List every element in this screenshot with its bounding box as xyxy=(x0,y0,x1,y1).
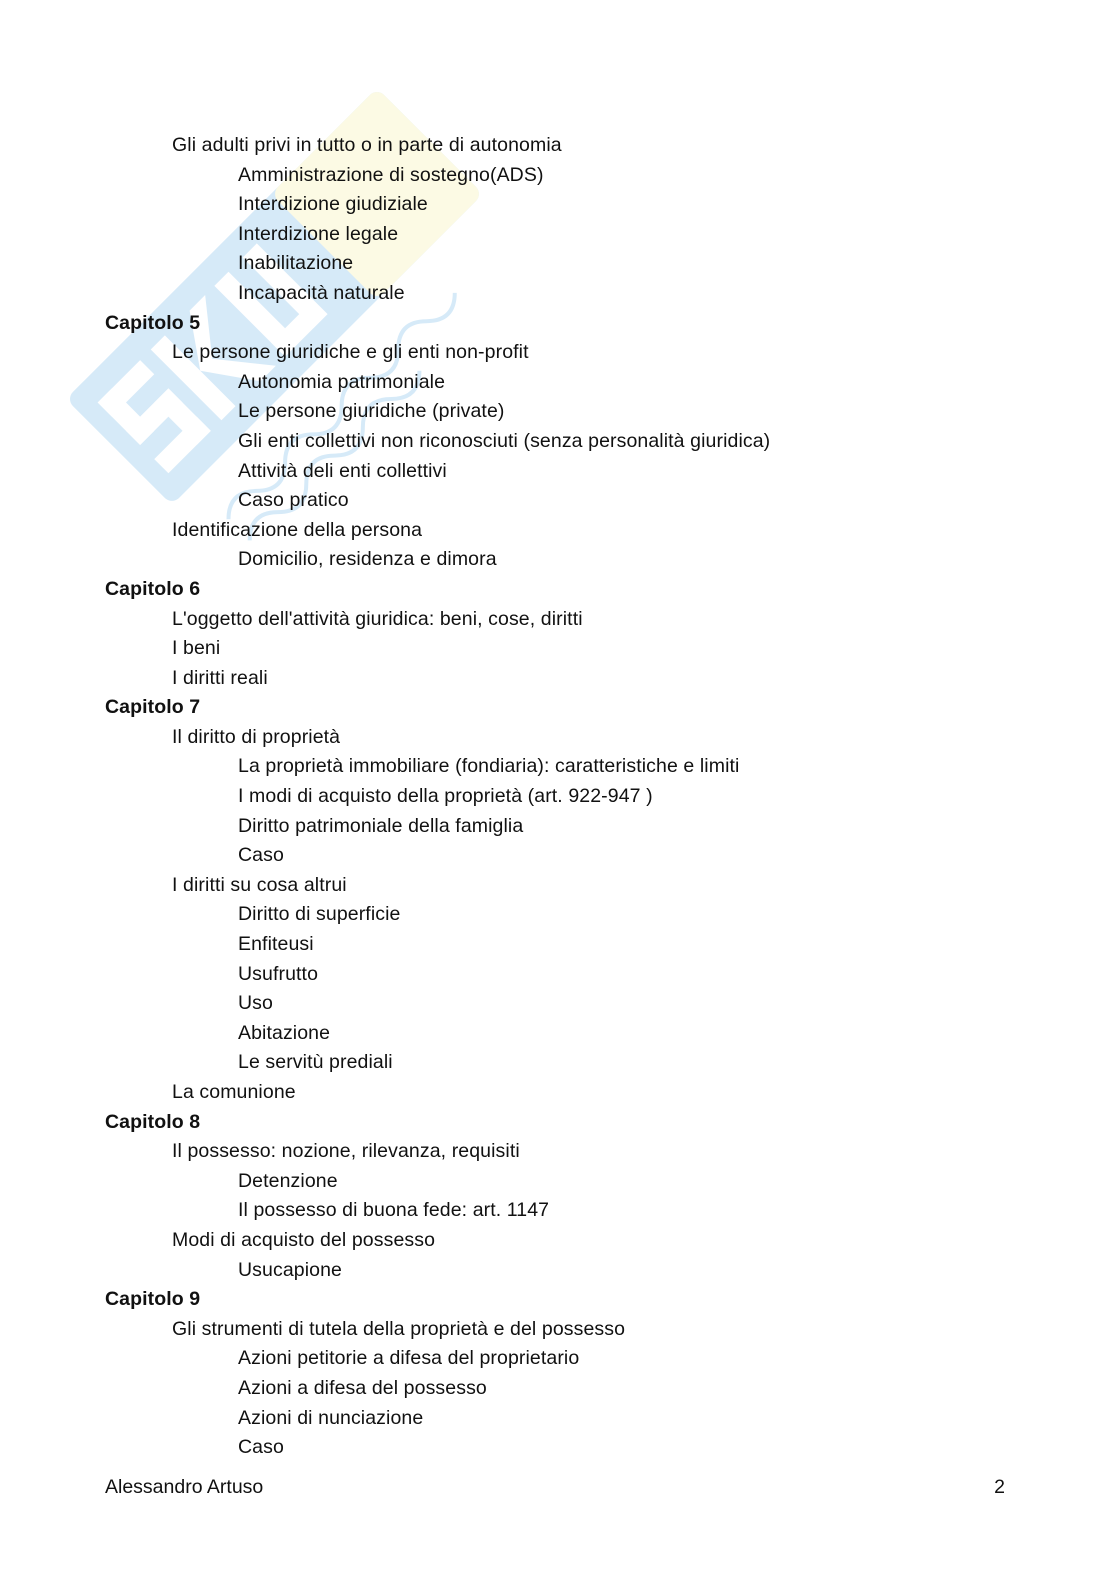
toc-section: Gli strumenti di tutela della proprietà e del possesso xyxy=(172,1317,626,1340)
toc-subsection: Diritto di superficie xyxy=(238,903,401,926)
toc-subsection: Autonomia patrimoniale xyxy=(238,370,446,393)
toc-subsection: Il possesso di buona fede: art. 1147 xyxy=(238,1199,550,1222)
toc-section: Identificazione della persona xyxy=(172,518,423,541)
chapter-heading: Capitolo 6 xyxy=(105,577,201,600)
page-number: 2 xyxy=(994,1476,1005,1498)
toc-section: I beni xyxy=(172,637,221,660)
toc-section: I diritti reali xyxy=(172,666,268,689)
toc-subsection: Amministrazione di sostegno(ADS) xyxy=(238,163,544,186)
toc-section: Il possesso: nozione, rilevanza, requisiti xyxy=(172,1140,520,1163)
toc-subsection: Domicilio, residenza e dimora xyxy=(238,548,497,571)
toc-subsection: Usucapione xyxy=(238,1258,342,1281)
toc-subsection: Diritto patrimoniale della famiglia xyxy=(238,814,524,837)
toc-section: Gli adulti privi in tutto o in parte di autonomia xyxy=(172,134,562,156)
toc-subsection: Le servitù prediali xyxy=(238,1051,393,1074)
toc-subsection: Uso xyxy=(238,992,273,1015)
toc-subsection: Abitazione xyxy=(238,1021,331,1044)
toc-subsection: Incapacità naturale xyxy=(238,281,405,304)
toc-subsection: Attività deli enti collettivi xyxy=(238,459,447,482)
chapter-heading: Capitolo 5 xyxy=(105,311,201,334)
toc-section: I diritti su cosa altrui xyxy=(172,873,347,896)
toc-subsection: Caso xyxy=(238,1436,284,1459)
toc-section: Le persone giuridiche e gli enti non-profit xyxy=(172,341,529,364)
toc-subsection: I modi di acquisto della proprietà (art. 922-947 ) xyxy=(238,785,653,808)
toc-subsection: Interdizione legale xyxy=(238,222,399,245)
table-of-contents xyxy=(0,131,1116,1463)
chapter-heading: Capitolo 8 xyxy=(105,1110,201,1133)
toc-subsection: Le persone giuridiche (private) xyxy=(238,400,505,423)
chapter-heading: Capitolo 7 xyxy=(105,696,201,719)
toc-section: L'oggetto dell'attività giuridica: beni, cose, diritti xyxy=(172,607,583,630)
toc-subsection: Gli enti collettivi non riconosciuti (senza personalità giuridica) xyxy=(238,429,771,452)
toc-subsection: Interdizione giudiziale xyxy=(238,193,428,216)
toc-subsection: Azioni di nunciazione xyxy=(238,1406,424,1429)
chapter-heading: Capitolo 9 xyxy=(105,1288,201,1311)
toc-subsection: Usufrutto xyxy=(238,962,319,985)
toc-section: Modi di acquisto del possesso xyxy=(172,1228,436,1251)
toc-subsection: Inabilitazione xyxy=(238,252,354,275)
toc-subsection: Azioni petitorie a difesa del proprietario xyxy=(238,1347,580,1370)
toc-subsection: Caso xyxy=(238,844,284,867)
toc-subsection: La proprietà immobiliare (fondiaria): caratteristiche e limiti xyxy=(238,755,740,778)
toc-subsection: Azioni a difesa del possesso xyxy=(238,1376,487,1399)
toc-subsection: Caso pratico xyxy=(238,489,349,512)
toc-subsection: Enfiteusi xyxy=(238,933,314,956)
toc-section: La comunione xyxy=(172,1081,296,1103)
footer-author: Alessandro Artuso xyxy=(105,1476,264,1498)
toc-section: Il diritto di proprietà xyxy=(172,725,341,748)
toc-subsection: Detenzione xyxy=(238,1169,338,1192)
